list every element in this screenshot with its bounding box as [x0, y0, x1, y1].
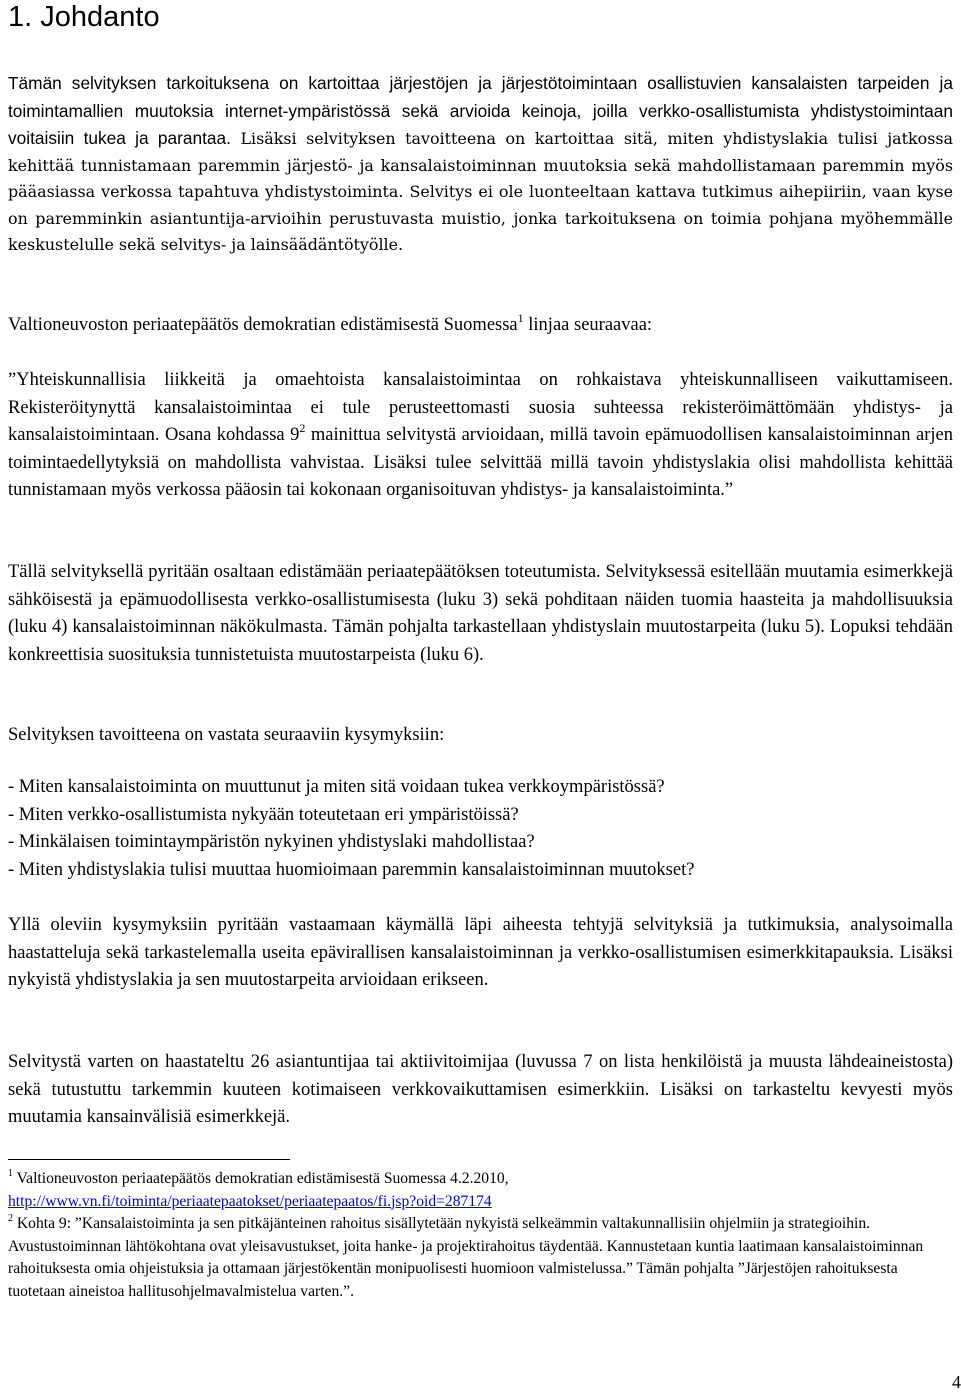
method-paragraph: Yllä oleviin kysymyksiin pyritään vastaamaan käymällä läpi aiheesta tehtyjä selvityksiä ja tutkimuksia, analysoimalla haastatteluja sekä tarkastelemalla useita epävirallisen kansalaistoiminnan ja verkko-osallistumisen esimerkkitapauksia. Lisäksi nykyistä yhdistyslakia ja sen muutostarpeita arvioidaan erikseen. — [8, 915, 953, 990]
footnote-ref-2[interactable]: 2 — [299, 420, 306, 435]
footnote-number: 2 — [8, 1213, 13, 1224]
intro-sans-text: Tämän selvityksen tarkoituksena on kartoittaa järjestöjen ja järjestötoimintaan osallistuvien kansalaisten tarpeiden ja toimintamallien muutoksia internet-ympäristössä sekä arvioida keinoja, joilla verkko-osallistumista yhdistystoimintaan voitaisiin tukea ja parantaa. — [8, 73, 953, 148]
list-item: - Miten verkko-osallistumista nykyään toteutetaan eri ympäristöissä? — [8, 804, 519, 825]
quote-paragraph — [8, 367, 953, 505]
footnotes — [8, 1168, 958, 1304]
footnote-1 — [8, 1168, 958, 1213]
questions-intro: Selvityksen tavoitteena on vastata seuraaviin kysymyksiin: — [8, 725, 445, 745]
decision-intro-paragraph — [8, 312, 953, 340]
sources-paragraph: Selvitystä varten on haastateltu 26 asiantuntijaa tai aktiivitoimijaa (luvussa 7 on lista henkilöistä ja muusta lähdeaineistosta) sekä tutustuttu tarkemmin kuuteen kotimaiseen verkkovaikuttamisen esimerkkiin. Lisäksi on tarkasteltu kevyesti myös muutamia kansainvälisiä esimerkkejä. — [8, 1052, 953, 1127]
decision-intro-text: Valtioneuvoston periaatepäätös demokratian edistämisestä Suomessa — [8, 315, 518, 335]
intro-serif-text: Lisäksi selvityksen tavoitteena on kartoittaa sitä, miten yhdistyslakia tulisi jatkossa kehittää tunnistamaan paremmin järjestö- ja kansalaistoiminnan muutoksia sekä mahdollistamaan paremmin myös pääasiassa verkossa tapahtuva yhdistystoiminta. Selvitys ei ole luonteeltaan kattava tutkimus aihepiiriin, vaan kyse on paremminkin asiantuntija-arvioihin perustuvasta muistio, jonka tarkoituksena on toimia pohjana myöhemmälle keskustelulle sekä selvitys- ja lainsäädäntötyölle. — [8, 129, 953, 254]
aim-paragraph: Tällä selvityksellä pyritään osaltaan edistämään periaatepäätöksen toteutumista. Selvityksessä esitellään muutamia esimerkkejä sähköisestä ja epämuodollisesta verkko-osallistumisesta (luku 3) sekä pohditaan näiden tuomia haasteita ja mahdollisuuksia (luku 4) kansalaistoiminnan näkökulmasta. Tämän pohjalta tarkastellaan yhdistyslain muutostarpeita (luku 5). Lopuksi tehdään konkreettisia suosituksia tunnistetuista muutostarpeista (luku 6). — [8, 562, 953, 665]
footnote-text: Kohta 9: ”Kansalaistoiminta ja sen pitkäjänteinen rahoitus sisällytetään nykyistä selkeämmin valtakunnallisiin ohjelmiin ja strategioihin. Avustustoiminnan lähtökohtana ovat yleisavustukset, joita hanke- ja projektirahoitus täydentää. Kannustetaan kuntia laatimaan kansalaistoiminnan rahoituksesta omia ohjeistuksia ja ottamaan järjestökentän monipuolisesti huomioon valmistelussa.” Tämän pohjalta ”Järjestöjen rahoituksesta tuotetaan aineistoa hallitusohjelmavalmistelua varten.”. — [8, 1215, 924, 1300]
questions-list — [8, 774, 953, 884]
decision-intro-text-after: linjaa seuraavaa: — [523, 315, 653, 335]
list-item: - Miten yhdistyslakia tulisi muuttaa huomioimaan paremmin kansalaistoiminnan muutokset? — [8, 859, 695, 880]
footnote-number: 1 — [8, 1167, 13, 1179]
footnote-text: Valtioneuvoston periaatepäätös demokratian edistämisestä Suomessa 4.2.2010, — [13, 1170, 509, 1187]
footnote-ref-1[interactable]: 1 — [517, 310, 524, 325]
quote-text-part2: mainittua selvitystä arvioidaan, millä tavoin epämuodollisen kansalaistoiminnan arjen toimintaedellytyksiä on mahdollista vahvistaa. Lisäksi tulee selvittää millä tavoin yhdistyslakia olisi mahdollista kehittää tunnistamaan myös verkossa pääosin tai kokonaan organisoituvan yhdistys- ja kansalaistoiminta.” — [8, 425, 953, 500]
quote-text-part1: ”Yhteiskunnallisia liikkeitä ja omaehtoista kansalaistoimintaa on rohkaistava yhteiskunnalliseen vaikuttamiseen. Rekisteröitynyttä kansalaistoimintaa ei tule perusteettomasti suosia suhteessa rekisteröimättömään yhdistys- ja kansalaistoimintaan. Osana kohdassa 9 — [8, 370, 953, 445]
intro-paragraph — [8, 70, 953, 259]
list-item: - Minkälaisen toimintaympäristön nykyinen yhdistyslaki mahdollistaa? — [8, 832, 535, 852]
page-title: 1. Johdanto — [8, 1, 160, 33]
footnote-link[interactable]: http://www.vn.fi/toiminta/periaatepaatokset/periaatepaatos/fi.jsp?oid=287174 — [8, 1192, 492, 1210]
footnote-divider — [8, 1159, 290, 1160]
footnote-2 — [8, 1213, 958, 1303]
page-number: 4 — [952, 1372, 961, 1392]
list-item: - Miten kansalaistoiminta on muuttunut ja miten sitä voidaan tukea verkkoympäristössä? — [8, 777, 665, 797]
